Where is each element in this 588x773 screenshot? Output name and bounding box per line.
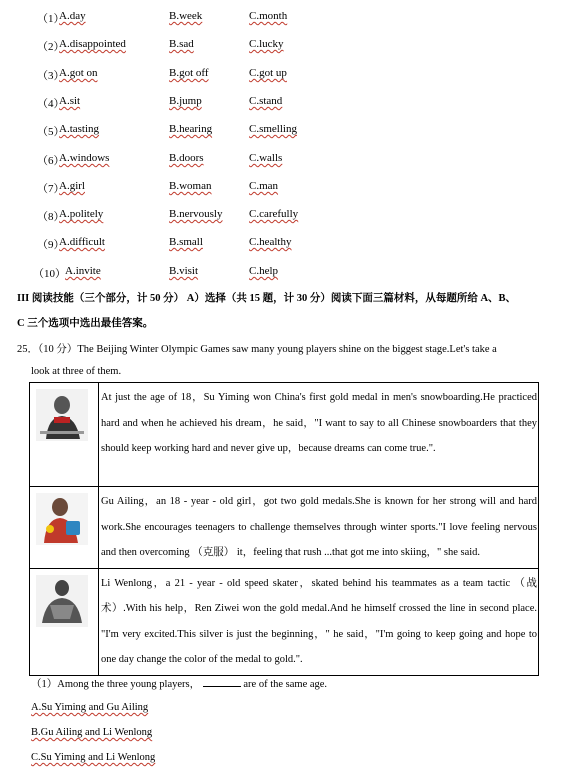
subquestion-1-stem (31, 676, 327, 691)
option-row-number: （1） (37, 13, 65, 25)
option-c[interactable]: C.smelling (249, 123, 297, 135)
option-row-number: （7） (37, 183, 65, 195)
option-c[interactable]: C.month (249, 10, 288, 22)
option-a[interactable]: A.girl (59, 180, 85, 192)
option-b[interactable]: B.sad (169, 38, 194, 50)
player-photo-cell (30, 568, 99, 675)
subquestion-1-option-b[interactable]: B.Gu Ailing and Li Wenlong (31, 727, 153, 738)
option-a[interactable]: A.day (59, 10, 86, 22)
subquestion-1-option-c[interactable]: C.Su Yiming and Li Wenlong (31, 752, 156, 763)
option-b[interactable]: B.doors (169, 152, 204, 164)
player-text-su-yiming: At just the age of 18，Su Yiming won China's first gold medal in men's snowboarding.He practiced hard and when he achieved his dream，he said，"I want to say to all Chinese snowboarders that they should keep working hard and never give up，because dreams can come true.". (99, 383, 539, 487)
option-b[interactable]: B.small (169, 236, 203, 248)
player-row-su-yiming (30, 383, 539, 487)
player-text-gu-ailing: Gu Ailing，an 18 - year - old girl，got two gold medals.She is known for her strong will and hard work.She encourages teenagers to challenge themselves through winter sports."I love feeling nervous and then overcoming （克服） it，feeling that rush ...that got me into skiing，" she said. (99, 487, 539, 569)
players-table (29, 382, 539, 676)
option-b[interactable]: B.nervously (169, 208, 223, 220)
option-b[interactable]: B.hearing (169, 123, 213, 135)
question-25-intro-line2: look at three of them. (31, 366, 122, 377)
subquestion-1-stem-before: （1）Among the three young players， (31, 679, 201, 690)
section-heading-line2: C 三个选项中选出最佳答案。 (17, 318, 154, 329)
option-c[interactable]: C.carefully (249, 208, 299, 220)
option-c[interactable]: C.help (249, 265, 279, 277)
option-c[interactable]: C.man (249, 180, 279, 192)
option-a[interactable]: A.invite (65, 265, 101, 277)
option-b[interactable]: B.jump (169, 95, 202, 107)
option-row-number: （2） (37, 41, 65, 53)
option-b[interactable]: B.woman (169, 180, 212, 192)
athlete-su-yiming-icon (36, 389, 88, 441)
option-row-number: （5） (37, 126, 65, 138)
option-a[interactable]: A.got on (59, 67, 98, 79)
option-c[interactable]: C.healthy (249, 236, 292, 248)
option-b[interactable]: B.got off (169, 67, 209, 79)
subquestion-1-stem-after: are of the same age. (243, 679, 328, 690)
option-a[interactable]: A.politely (59, 208, 104, 220)
option-row-number: （10） (33, 268, 66, 280)
option-c[interactable]: C.lucky (249, 38, 284, 50)
option-a[interactable]: A.tasting (59, 123, 100, 135)
section-heading-line1: III 阅读技能（三个部分，计 50 分） A）选择（共 15 题，计 30 分）阅读下面三篇材料，从每题所给 A、B、 (17, 293, 517, 304)
option-a[interactable]: A.disappointed (59, 38, 126, 50)
option-a[interactable]: A.windows (59, 152, 110, 164)
answer-blank[interactable] (203, 676, 241, 687)
athlete-li-wenlong-icon (36, 575, 88, 627)
option-a[interactable]: A.sit (59, 95, 81, 107)
option-b[interactable]: B.visit (169, 265, 199, 277)
player-row-gu-ailing (30, 487, 539, 569)
player-row-li-wenlong (30, 568, 539, 675)
option-c[interactable]: C.got up (249, 67, 287, 79)
option-row-number: （6） (37, 155, 65, 167)
player-photo-cell (30, 383, 99, 487)
option-c[interactable]: C.stand (249, 95, 283, 107)
option-a[interactable]: A.difficult (59, 236, 105, 248)
option-row-number: （9） (37, 239, 65, 251)
option-c[interactable]: C.walls (249, 152, 283, 164)
player-photo-cell (30, 487, 99, 569)
player-text-li-wenlong: Li Wenlong，a 21 - year - old speed skater，skated behind his teammates as a team tactic （战术）.With his help，Ren Ziwei won the gold medal.And he himself crossed the line in second place. "I'm very excited.This silver is just the beginning，" he said，"I'm going to keep going and hope to one day change the color of the medal to gold.". (99, 568, 539, 675)
athlete-gu-ailing-icon (36, 493, 88, 545)
subquestion-1-option-a[interactable]: A.Su Yiming and Gu Ailing (31, 702, 149, 713)
option-row-number: （4） (37, 98, 65, 110)
question-25-intro-line1: 25．（10 分）The Beijing Winter Olympic Games saw many young players shine on the biggest stage.Let's take a (17, 344, 497, 355)
option-row-number: （8） (37, 211, 65, 223)
option-b[interactable]: B.week (169, 10, 203, 22)
option-row-number: （3） (37, 70, 65, 82)
